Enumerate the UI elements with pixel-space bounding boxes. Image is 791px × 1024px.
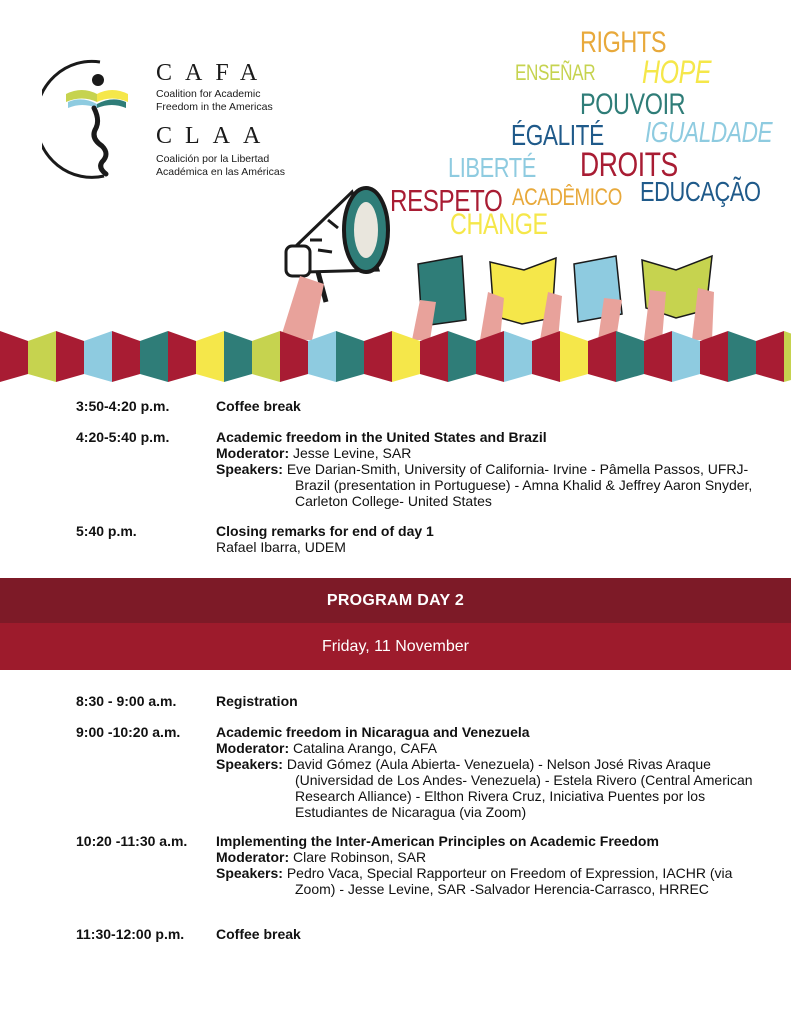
speakers-label: Speakers: [216,865,283,881]
item-title: Implementing the Inter-American Principles on Academic Freedom [216,833,659,849]
day2-heading: PROGRAM DAY 2 [0,578,791,623]
word-igualdade: IGUALDADE [645,117,773,149]
word-respeto: RESPETO [390,183,503,218]
item-time: 10:20 -11:30 a.m. [76,833,188,849]
item-title: Registration [216,693,298,709]
ribbon-segment [504,331,532,382]
speakers-list: Eve Darian-Smith, University of California- Irvine - Pâmella Passos, UFRJ- Brazil (presentation in Portuguese) - Amna Khalid & Jeffrey Aaron Snyder, Carleton College- United States [286,461,753,509]
ribbon-segment [784,331,791,382]
ribbon-segment [616,331,644,382]
ribbon-segment [84,331,112,382]
ribbon-segment [224,331,252,382]
ribbon-segment [28,331,56,382]
ribbon-segment [756,331,784,382]
claa-abbreviation: CLAA [156,123,274,149]
ribbon-segment [140,331,168,382]
item-title: Academic freedom in the United States and Brazil [216,429,547,445]
book-blue-icon [574,256,622,340]
ribbon-segment [168,331,196,382]
item-time: 5:40 p.m. [76,523,137,539]
item-title: Coffee break [216,926,301,942]
ribbon-segment [56,331,84,382]
speakers-label: Speakers: [216,461,283,477]
item-title: Academic freedom in Nicaragua and Venezuela [216,724,530,740]
moderator-label: Moderator: [216,445,290,461]
moderator-name: Catalina Arango, CAFA [293,740,437,756]
word-academico: ACADÊMICO [512,184,622,211]
ribbon-segment [252,331,280,382]
word-educacao: EDUCAÇÃO [640,176,761,207]
book-teal-icon [412,256,466,340]
cafa-logo [42,58,152,180]
ribbon-segment [336,331,364,382]
arm-megaphone [280,276,324,340]
cafa-abbreviation: CAFA [156,60,271,86]
item-time: 11:30-12:00 p.m. [76,926,185,942]
day2-date: Friday, 11 November [0,623,791,670]
item-detail: Rafael Ibarra, UDEM [216,539,346,555]
word-rights: RIGHTS [580,26,667,59]
moderator-label: Moderator: [216,740,290,756]
book-green-icon [642,256,714,340]
claa-name-line1: Coalición por la Libertad [156,153,270,165]
word-liberte: LIBERTÉ [448,152,536,183]
ribbon-segment [588,331,616,382]
item-title: Closing remarks for end of day 1 [216,523,434,539]
book-yellow-icon [480,258,562,340]
word-change: CHANGE [450,208,548,241]
ribbon-segment [728,331,756,382]
item-time: 4:20-5:40 p.m. [76,429,170,445]
moderator-name: Jesse Levine, SAR [293,445,412,461]
word-droits: DROITS [580,146,678,184]
ribbon-segment [196,331,224,382]
item-title: Coffee break [216,398,301,414]
moderator-label: Moderator: [216,849,290,865]
moderator-name: Clare Robinson, SAR [293,849,427,865]
word-hope: HOPE [642,54,712,90]
item-time: 9:00 -10:20 a.m. [76,724,181,740]
ribbon-segment [364,331,392,382]
ribbon-segment [476,331,504,382]
claa-name-line2: Académica en las Américas [156,166,285,178]
speakers-list: David Gómez (Aula Abierta- Venezuela) - Nelson José Rivas Araque (Universidad de Los Andes- Venezuela) - Estela Rivero (Central American Research Alliance) - Elthon Rivera Cruz, Iniciativa Puentes por los Estudiantes de Nicaragua (via Zoom) [286,756,753,820]
ribbon-segment [532,331,560,382]
ribbon-segment [560,331,588,382]
item-time: 8:30 - 9:00 a.m. [76,693,177,709]
word-pouvoir: POUVOIR [580,88,686,121]
speakers-label: Speakers: [216,756,283,772]
ribbon-segment [0,331,28,382]
ribbon-segment [112,331,140,382]
word-egalite: ÉGALITÉ [511,120,604,152]
word-ensenar: ENSEÑAR [515,60,596,85]
zigzag-ribbon [0,331,791,382]
speakers-list: Pedro Vaca, Special Rapporteur on Freedom of Expression, IACHR (via Zoom) - Jesse Levine, SAR -Salvador Herencia-Carrasco, HRREC [286,865,733,897]
item-time: 3:50-4:20 p.m. [76,398,170,414]
cafa-name-line2: Freedom in the Americas [156,101,273,113]
cafa-name-line1: Coalition for Academic [156,88,261,100]
header-illustration [0,176,791,390]
ribbon-segment [448,331,476,382]
